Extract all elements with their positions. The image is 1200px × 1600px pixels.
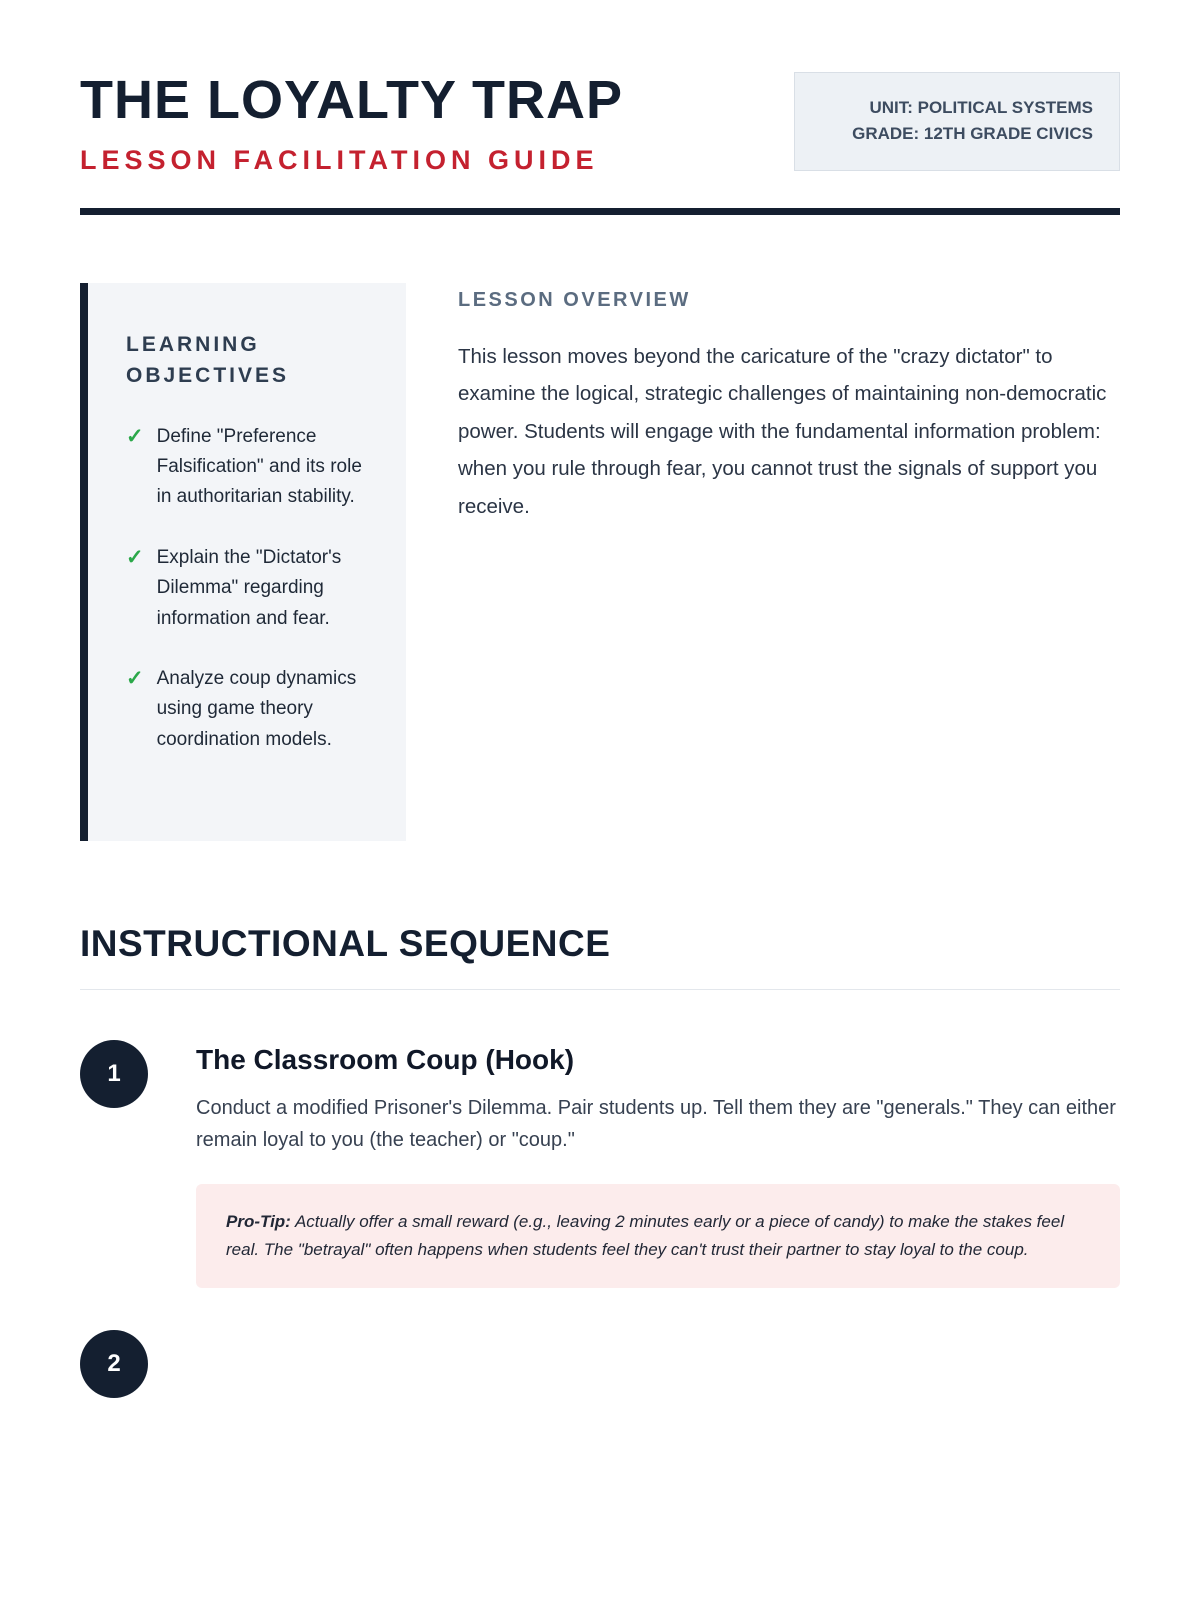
page-subtitle: LESSON FACILITATION GUIDE	[80, 144, 599, 175]
step-content	[196, 1330, 1120, 1398]
step-number-badge: 2	[80, 1330, 148, 1398]
sequence-heading: INSTRUCTIONAL SEQUENCE	[80, 923, 611, 965]
objectives-list	[126, 422, 368, 756]
objectives-heading: LEARNING OBJECTIVES	[126, 332, 290, 388]
lesson-overview-section	[458, 283, 1120, 842]
overview-heading: LESSON OVERVIEW	[458, 288, 691, 311]
protip-callout	[196, 1184, 1120, 1288]
unit-label: UNIT: POLITICAL SYSTEMS	[869, 98, 1093, 117]
list-item	[126, 664, 368, 755]
main-columns	[80, 283, 1120, 842]
grade-label: GRADE: 12TH GRADE CIVICS	[852, 124, 1093, 144]
overview-body: This lesson moves beyond the caricature of the "crazy dictator" to examine the logical, strategic challenges of maintaining non-democratic power. Students will engage with the fundamental information problem: when you rule through fear, you cannot trust the signals of support you receive.	[458, 344, 1107, 518]
objective-text: Analyze coup dynamics using game theory coordination models.	[156, 668, 357, 750]
checkmark-icon: ✓	[126, 545, 144, 569]
list-item	[126, 422, 368, 513]
unit-meta-box	[794, 72, 1120, 171]
step-content	[196, 1040, 1120, 1288]
page-title: THE LOYALTY TRAP	[80, 70, 624, 130]
sequence-step-1	[80, 1040, 1120, 1288]
title-block	[80, 72, 623, 176]
step-body: Conduct a modified Prisoner's Dilemma. Pair students up. Tell them they are "generals." They can either remain loyal to you (the teacher) or "coup."	[196, 1097, 1116, 1152]
header	[80, 72, 1120, 176]
step-number-badge: 1	[80, 1040, 148, 1108]
step-title: The Classroom Coup (Hook)	[196, 1044, 575, 1076]
objective-text: Define "Preference Falsification" and its role in authoritarian stability.	[156, 425, 362, 508]
protip-label: Pro-Tip:	[226, 1212, 291, 1232]
objective-text: Explain the "Dictator's Dilemma" regarding information and fear.	[156, 546, 342, 629]
list-item	[126, 543, 368, 634]
learning-objectives-panel	[80, 283, 406, 842]
checkmark-icon: ✓	[126, 667, 144, 691]
sequence-divider	[80, 989, 1120, 990]
checkmark-icon: ✓	[126, 424, 144, 448]
sequence-step-2	[80, 1330, 1120, 1398]
protip-body: Actually offer a small reward (e.g., leaving 2 minutes early or a piece of candy) to make the stakes feel real. The "betrayal" often happens when students feel they can't trust their partner to stay loyal to the coup.	[226, 1212, 1065, 1260]
header-divider	[80, 208, 1120, 215]
